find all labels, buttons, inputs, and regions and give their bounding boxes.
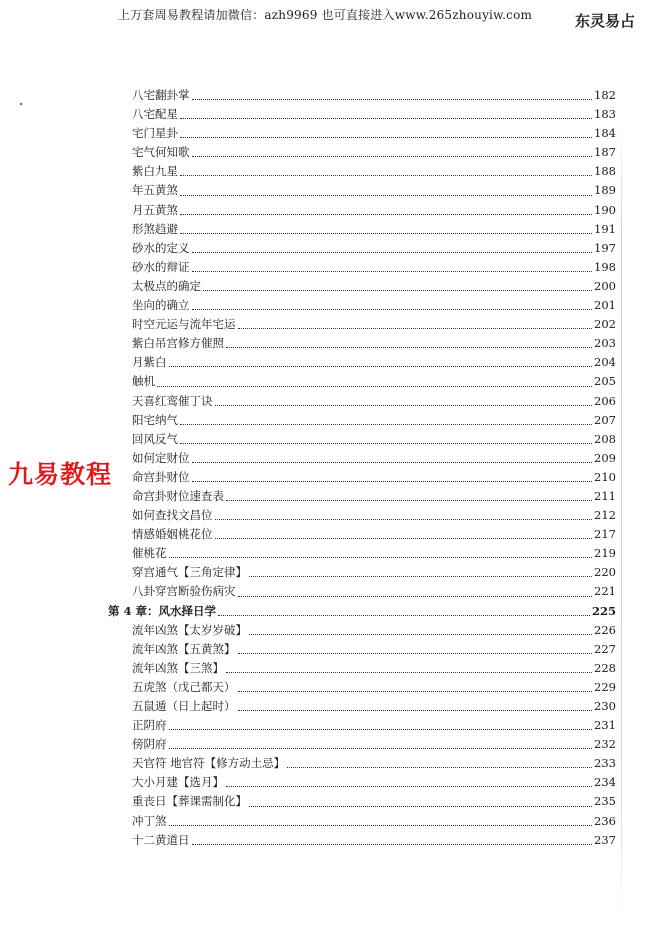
toc-title: 天喜红鸾催丁诀 bbox=[132, 393, 213, 408]
toc-title: 重丧日【葬课需制化】 bbox=[132, 794, 247, 809]
top-header bbox=[0, 6, 647, 28]
toc-title: 流年凶煞【三煞】 bbox=[132, 660, 224, 675]
toc-title: 阳宅纳气 bbox=[132, 412, 178, 427]
toc-entry-row[interactable] bbox=[108, 181, 616, 200]
toc-entry-row[interactable] bbox=[108, 315, 616, 334]
toc-page-number: 182 bbox=[594, 88, 616, 102]
toc-dot-leader bbox=[169, 728, 593, 730]
toc-title: 傍阴府 bbox=[132, 737, 167, 752]
toc-entry-row[interactable] bbox=[108, 353, 616, 372]
toc-dot-leader bbox=[238, 690, 593, 692]
toc-title: 月紫白 bbox=[132, 355, 167, 370]
toc-title: 大小月建【选月】 bbox=[132, 775, 224, 790]
toc-entry-row[interactable] bbox=[108, 296, 616, 315]
toc-page-number: 211 bbox=[594, 488, 616, 503]
toc-title: 宅气何知歌 bbox=[132, 145, 190, 160]
toc-entry-row[interactable] bbox=[108, 812, 616, 831]
toc-entry-row[interactable] bbox=[108, 220, 616, 239]
toc-dot-leader bbox=[215, 404, 593, 406]
toc-dot-leader bbox=[169, 747, 593, 749]
toc-dot-leader bbox=[192, 843, 593, 845]
toc-entry-row[interactable] bbox=[108, 86, 616, 105]
toc-dot-leader bbox=[180, 117, 592, 119]
toc-dot-leader bbox=[180, 213, 592, 215]
toc-page-number: 217 bbox=[594, 527, 616, 542]
toc-title: 八卦穿宫断验伤病灾 bbox=[132, 584, 236, 599]
toc-entry-row[interactable] bbox=[108, 334, 616, 353]
toc-page-number: 230 bbox=[594, 699, 616, 713]
toc-dot-leader bbox=[226, 785, 592, 787]
toc-dot-leader bbox=[238, 595, 593, 597]
toc-page-number: 227 bbox=[594, 641, 616, 656]
toc-page-number: 197 bbox=[594, 240, 616, 255]
toc-entry-row[interactable] bbox=[108, 449, 616, 468]
toc-entry-row[interactable] bbox=[108, 697, 616, 716]
toc-entry-row[interactable] bbox=[108, 411, 616, 430]
toc-page-number: 203 bbox=[594, 336, 616, 351]
toc-page-number: 198 bbox=[594, 259, 616, 274]
toc-dot-leader bbox=[192, 98, 593, 100]
toc-title: 形煞趋避 bbox=[132, 221, 178, 236]
toc-page-number: 190 bbox=[594, 202, 616, 217]
toc-dot-leader bbox=[169, 365, 593, 367]
toc-page-number: 231 bbox=[594, 718, 616, 733]
toc-entry-row[interactable] bbox=[108, 735, 616, 754]
toc-page-number: 235 bbox=[594, 794, 616, 809]
toc-title: 八宅翻卦掌 bbox=[132, 88, 190, 102]
toc-entry-row[interactable] bbox=[108, 258, 616, 277]
toc-title: 第 4 章：风水择日学 bbox=[108, 603, 217, 618]
toc-dot-leader bbox=[192, 251, 593, 253]
toc-title: 冲丁煞 bbox=[132, 813, 167, 828]
toc-entry-row[interactable] bbox=[108, 277, 616, 296]
toc-title: 紫白九星 bbox=[132, 164, 178, 179]
toc-entry-row[interactable] bbox=[108, 162, 616, 181]
toc-title: 月五黄煞 bbox=[132, 202, 178, 217]
toc-page-number: 183 bbox=[594, 107, 616, 122]
toc-dot-leader bbox=[169, 556, 593, 558]
toc-page-number: 221 bbox=[594, 584, 616, 599]
toc-dot-leader bbox=[226, 671, 592, 673]
toc-page-number: 212 bbox=[594, 508, 616, 523]
toc-title: 流年凶煞【太岁岁破】 bbox=[132, 622, 247, 637]
toc-title: 太极点的确定 bbox=[132, 278, 201, 293]
toc-title: 十二黄道日 bbox=[132, 832, 190, 847]
toc-title: 坐向的确立 bbox=[132, 298, 190, 313]
toc-dot-leader bbox=[215, 518, 593, 520]
toc-entry-row[interactable] bbox=[108, 372, 616, 391]
promo-text: 上万套周易教程请加微信：azh9969 也可直接进入www.265zhouyiw.com bbox=[118, 8, 533, 22]
toc-dot-leader bbox=[226, 346, 592, 348]
toc-page-number: 184 bbox=[594, 126, 616, 141]
toc-entry-row[interactable] bbox=[108, 143, 616, 162]
toc-entry-row[interactable] bbox=[108, 468, 616, 487]
table-of-contents bbox=[108, 86, 616, 850]
toc-dot-leader bbox=[238, 709, 593, 711]
toc-dot-leader bbox=[192, 308, 593, 310]
toc-title: 五虎煞（戊己都天） bbox=[132, 679, 236, 694]
toc-entry-row[interactable] bbox=[108, 582, 616, 601]
toc-page-number: 208 bbox=[594, 431, 616, 446]
toc-entry-row[interactable] bbox=[108, 678, 616, 697]
toc-dot-leader bbox=[249, 805, 592, 807]
toc-page-number: 237 bbox=[594, 832, 616, 847]
toc-title: 触机 bbox=[132, 374, 155, 389]
toc-entry-row[interactable] bbox=[108, 563, 616, 582]
toc-dot-leader bbox=[238, 652, 593, 654]
toc-page-number: 228 bbox=[594, 660, 616, 675]
toc-title: 回风反气 bbox=[132, 431, 178, 446]
toc-dot-leader bbox=[157, 385, 592, 387]
toc-dot-leader bbox=[215, 537, 593, 539]
toc-page-number: 234 bbox=[594, 775, 616, 790]
toc-entry-row[interactable] bbox=[108, 773, 616, 792]
toc-title: 时空元运与流年宅运 bbox=[132, 317, 236, 332]
toc-title: 命宫卦财位速查表 bbox=[132, 488, 224, 503]
toc-page-number: 204 bbox=[594, 355, 616, 370]
toc-dot-leader bbox=[226, 499, 592, 501]
toc-dot-leader bbox=[180, 442, 592, 444]
toc-entry-row[interactable] bbox=[108, 792, 616, 811]
toc-title: 年五黄煞 bbox=[132, 183, 178, 198]
toc-title: 砂水的定义 bbox=[132, 240, 190, 255]
toc-dot-leader bbox=[180, 423, 592, 425]
toc-chapter-row[interactable] bbox=[108, 602, 616, 621]
toc-title: 八宅配星 bbox=[132, 107, 178, 122]
toc-page-number: 209 bbox=[594, 450, 616, 465]
toc-title: 情感婚姻桃花位 bbox=[132, 527, 213, 542]
toc-entry-row[interactable] bbox=[108, 506, 616, 525]
toc-title: 砂水的辩证 bbox=[132, 259, 190, 274]
toc-title: 紫白吊宫修方催照 bbox=[132, 336, 224, 351]
toc-dot-leader bbox=[249, 633, 592, 635]
toc-dot-leader bbox=[192, 461, 593, 463]
toc-dot-leader bbox=[238, 327, 593, 329]
toc-dot-leader bbox=[249, 575, 592, 577]
watermark-text: 九易教程 bbox=[8, 460, 113, 489]
toc-entry-row[interactable] bbox=[108, 659, 616, 678]
toc-title: 催桃花 bbox=[132, 546, 167, 561]
toc-entry-row[interactable] bbox=[108, 544, 616, 563]
toc-page-number: 189 bbox=[594, 183, 616, 198]
toc-entry-row[interactable] bbox=[108, 525, 616, 544]
toc-page-number: 200 bbox=[594, 278, 616, 293]
toc-entry-row[interactable] bbox=[108, 831, 616, 850]
toc-page-number: 233 bbox=[594, 756, 616, 771]
toc-dot-leader bbox=[180, 232, 592, 234]
toc-page-number: 225 bbox=[591, 603, 616, 618]
toc-page-number: 201 bbox=[594, 298, 616, 313]
toc-entry-row[interactable] bbox=[108, 124, 616, 143]
toc-page-number: 202 bbox=[594, 317, 616, 332]
toc-dot-leader bbox=[192, 155, 593, 157]
toc-entry-row[interactable] bbox=[108, 754, 616, 773]
toc-page-number: 220 bbox=[594, 565, 616, 580]
toc-dot-leader bbox=[180, 136, 592, 138]
brand-name: 东灵易占 bbox=[574, 12, 635, 30]
toc-dot-leader bbox=[180, 194, 592, 196]
toc-page-number: 210 bbox=[594, 469, 616, 484]
toc-entry-row[interactable] bbox=[108, 239, 616, 258]
toc-dot-leader bbox=[218, 614, 590, 616]
toc-entry-row[interactable] bbox=[108, 430, 616, 449]
toc-page-number: 206 bbox=[594, 393, 616, 408]
toc-title: 如何查找文昌位 bbox=[132, 508, 213, 523]
toc-page-number: 188 bbox=[594, 164, 616, 179]
toc-dot-leader bbox=[169, 824, 593, 826]
toc-entry-row[interactable] bbox=[108, 716, 616, 735]
toc-dot-leader bbox=[287, 766, 592, 768]
toc-entry-row[interactable] bbox=[108, 392, 616, 411]
toc-page-number: 229 bbox=[594, 679, 616, 694]
page-edge-line bbox=[621, 120, 622, 920]
toc-dot-leader bbox=[192, 270, 593, 272]
toc-title: 天官符 地官符【修方动土忌】 bbox=[132, 756, 286, 771]
toc-page-number: 236 bbox=[594, 813, 616, 828]
toc-title: 流年凶煞【五黄煞】 bbox=[132, 641, 236, 656]
toc-page-number: 187 bbox=[594, 145, 616, 160]
toc-dot-leader bbox=[180, 174, 592, 176]
toc-entry-row[interactable] bbox=[108, 621, 616, 640]
toc-page-number: 226 bbox=[594, 622, 616, 637]
toc-page-number: 232 bbox=[594, 737, 616, 752]
toc-title: 穿宫通气【三角定律】 bbox=[132, 565, 247, 580]
toc-page-number: 191 bbox=[594, 221, 616, 236]
toc-entry-row[interactable] bbox=[108, 201, 616, 220]
toc-title: 命宫卦财位 bbox=[132, 469, 190, 484]
toc-entry-row[interactable] bbox=[108, 640, 616, 659]
toc-title: 正阴府 bbox=[132, 718, 167, 733]
toc-dot-leader bbox=[192, 480, 593, 482]
toc-page-number: 205 bbox=[594, 374, 616, 389]
scan-speck bbox=[20, 103, 22, 105]
toc-page-number: 219 bbox=[594, 546, 616, 561]
toc-title: 如何定财位 bbox=[132, 450, 190, 465]
toc-entry-row[interactable] bbox=[108, 105, 616, 124]
toc-title: 五鼠遁（日上起时） bbox=[132, 699, 236, 713]
toc-entry-row[interactable] bbox=[108, 487, 616, 506]
toc-page-number: 207 bbox=[594, 412, 616, 427]
toc-dot-leader bbox=[203, 289, 592, 291]
toc-title: 宅门星卦 bbox=[132, 126, 178, 141]
